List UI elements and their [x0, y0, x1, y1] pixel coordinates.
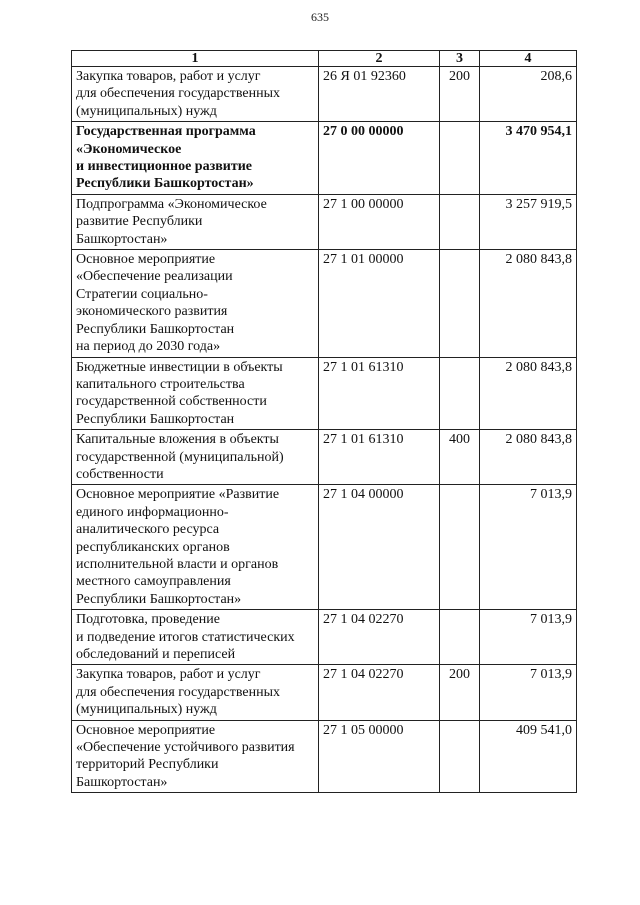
row-amount-cell: 3 257 919,5: [480, 194, 577, 249]
row-type-cell: [440, 122, 480, 195]
row-type-cell: [440, 357, 480, 430]
table-row: [72, 720, 577, 793]
row-name-cell: Закупка товаров, работ и услуг для обеспечения государственных (муниципальных) нужд: [72, 665, 319, 720]
row-code-cell: 27 1 05 00000: [319, 720, 440, 793]
row-name-cell: Основное мероприятие «Развитие единого информационно- аналитического ресурса республиканских органов исполнительной власти и органов местного самоуправления Республики Башкортостан»: [72, 485, 319, 610]
row-type-cell: 200: [440, 67, 480, 122]
table-row: [72, 194, 577, 249]
column-header-4: 4: [480, 51, 577, 67]
row-code-cell: 27 1 01 00000: [319, 250, 440, 357]
row-type-cell: [440, 250, 480, 357]
row-type-cell: [440, 194, 480, 249]
row-code-cell: 26 Я 01 92360: [319, 67, 440, 122]
row-name-cell: Основное мероприятие «Обеспечение устойчивого развития территорий Республики Башкортостан»: [72, 720, 319, 793]
row-amount-cell: 7 013,9: [480, 485, 577, 610]
row-code-cell: 27 1 00 00000: [319, 194, 440, 249]
row-amount-cell: 7 013,9: [480, 610, 577, 665]
row-code-cell: 27 1 01 61310: [319, 430, 440, 485]
row-code-cell: 27 1 01 61310: [319, 357, 440, 430]
table-row: [72, 250, 577, 357]
row-type-cell: [440, 720, 480, 793]
row-name-cell: Закупка товаров, работ и услуг для обеспечения государственных (муниципальных) нужд: [72, 67, 319, 122]
row-name-cell: Основное мероприятие «Обеспечение реализации Стратегии социально- экономического развития Республики Башкортостан на период до 2030 года»: [72, 250, 319, 357]
table-row: [72, 665, 577, 720]
row-code-cell: 27 0 00 00000: [319, 122, 440, 195]
row-amount-cell: 7 013,9: [480, 665, 577, 720]
row-code-cell: 27 1 04 02270: [319, 665, 440, 720]
table-row: [72, 430, 577, 485]
table-row: [72, 67, 577, 122]
row-name-cell: Капитальные вложения в объекты государственной (муниципальной) собственности: [72, 430, 319, 485]
row-type-cell: 400: [440, 430, 480, 485]
row-amount-cell: 2 080 843,8: [480, 357, 577, 430]
table-row: [72, 610, 577, 665]
table-row: [72, 485, 577, 610]
row-name-cell: Бюджетные инвестиции в объекты капитального строительства государственной собственности Республики Башкортостан: [72, 357, 319, 430]
row-name-cell: Подпрограмма «Экономическое развитие Республики Башкортостан»: [72, 194, 319, 249]
row-type-cell: [440, 610, 480, 665]
row-code-cell: 27 1 04 02270: [319, 610, 440, 665]
row-name-cell: Подготовка, проведение и подведение итогов статистических обследований и переписей: [72, 610, 319, 665]
row-type-cell: [440, 485, 480, 610]
row-amount-cell: 2 080 843,8: [480, 430, 577, 485]
row-amount-cell: 409 541,0: [480, 720, 577, 793]
row-amount-cell: 2 080 843,8: [480, 250, 577, 357]
page-number: 635: [311, 10, 329, 24]
table-header-row: [72, 51, 577, 67]
row-code-cell: 27 1 04 00000: [319, 485, 440, 610]
row-amount-cell: 3 470 954,1: [480, 122, 577, 195]
table-row: [72, 122, 577, 195]
column-header-3: 3: [440, 51, 480, 67]
column-header-2: 2: [319, 51, 440, 67]
row-type-cell: 200: [440, 665, 480, 720]
row-amount-cell: 208,6: [480, 67, 577, 122]
row-name-cell: Государственная программа «Экономическое и инвестиционное развитие Республики Башкортостан»: [72, 122, 319, 195]
column-header-1: 1: [72, 51, 319, 67]
budget-table: [71, 50, 577, 793]
table-row: [72, 357, 577, 430]
